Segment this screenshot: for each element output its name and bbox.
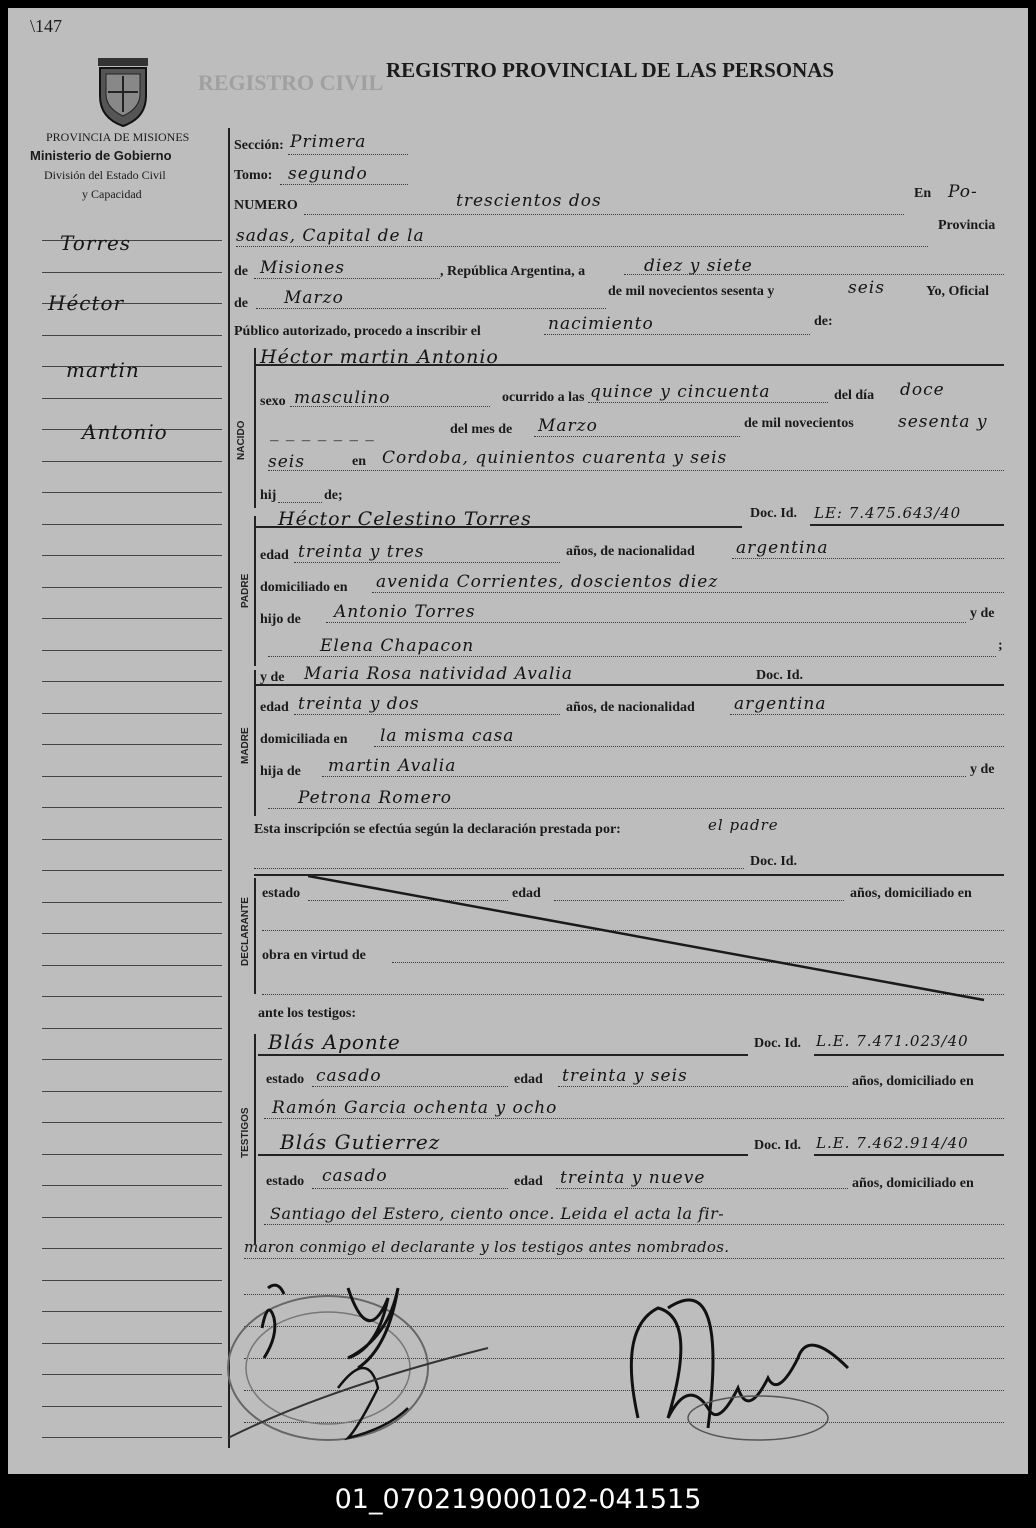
margin-rule: [42, 272, 222, 273]
numero-value: trescientos dos: [456, 191, 602, 211]
margin-rule: [42, 1091, 222, 1092]
label-nac-padre: años, de nacionalidad: [566, 544, 695, 559]
margin-second-name: martin: [66, 358, 140, 382]
padre-madre: Elena Chapacon: [320, 636, 475, 656]
margin-rule: [42, 335, 222, 336]
madre-nac-line: [730, 714, 1004, 715]
label-nac-madre: años, de nacionalidad: [566, 700, 695, 715]
margin-rule: [42, 933, 222, 934]
label-del-dia: del día: [834, 388, 875, 403]
testigo1-doc: L.E. 7.471.023/40: [816, 1032, 969, 1050]
label-doc-declarante: Doc. Id.: [750, 854, 798, 869]
label-dom-madre: domiciliada en: [260, 732, 348, 747]
padre-hijo-line: [326, 622, 966, 623]
label-edad-dec: edad: [512, 886, 541, 901]
mes-value: Marzo: [538, 416, 598, 436]
edad-t1-line: [558, 1086, 848, 1087]
label-obra: obra en virtud de: [262, 948, 366, 963]
declarante-line: [254, 868, 744, 869]
signatures-and-seals: [198, 1248, 1018, 1468]
mes-line: [534, 436, 740, 437]
ciudad-cont-value: sadas, Capital de la: [236, 226, 425, 246]
sexo-line: [290, 406, 490, 407]
margin-rule: [42, 870, 222, 871]
sexo-value: masculino: [294, 388, 391, 408]
madre-bracket: [254, 670, 256, 816]
nacido-bracket: [254, 348, 256, 508]
scan-id-footer: 01_070219000102-041515: [0, 1478, 1036, 1528]
madre-madre: Petrona Romero: [298, 788, 452, 808]
margin-rule: [42, 1343, 222, 1344]
label-seccion: Sección:: [234, 138, 284, 153]
label-doc-madre: Doc. Id.: [756, 668, 804, 683]
margin-rule: [42, 1185, 222, 1186]
margin-rule: [42, 996, 222, 997]
lugar-line: [268, 470, 1004, 471]
ciudad-line: [236, 246, 928, 247]
padre-doc-line: [810, 524, 1004, 526]
margin-rule: [42, 681, 222, 682]
label-mes: del mes de: [450, 422, 513, 437]
fecha-mes-line: [256, 308, 606, 309]
tomo-line: [280, 184, 408, 185]
margin-rule: [42, 1154, 222, 1155]
margin-rule: [42, 1437, 222, 1438]
testigo1-line: [258, 1054, 748, 1056]
estado-t1-line: [312, 1086, 508, 1087]
margin-rule: [42, 902, 222, 903]
margin-rule: [42, 618, 222, 619]
testigo2-edad: treinta y nueve: [560, 1168, 706, 1188]
declarante-value: el padre: [708, 816, 779, 834]
side-label-testigos: TESTIGOS: [240, 1107, 251, 1158]
testigo1-estado: casado: [316, 1066, 382, 1086]
label-estado-dec: estado: [262, 886, 301, 901]
fecha-anio-value: seis: [848, 278, 885, 298]
org-ministry: Ministerio de Gobierno: [30, 148, 172, 163]
padre-nac: argentina: [736, 538, 829, 558]
madre-line: [256, 684, 1004, 686]
edad-t2-line: [556, 1188, 848, 1189]
org-province: PROVINCIA DE MISIONES: [46, 130, 190, 144]
label-ante: ante los testigos:: [258, 1006, 356, 1021]
acto-value: nacimiento: [548, 314, 654, 334]
margin-rule: [42, 555, 222, 556]
margin-rule: [42, 398, 222, 399]
label-anios-dom-t2: años, domiciliado en: [852, 1176, 974, 1191]
label-hija-de: hija de: [260, 764, 301, 779]
fecha-dia-value: diez y siete: [644, 256, 753, 276]
testigo1-dom: Ramón Garcia ochenta y ocho: [272, 1098, 558, 1118]
ciudad-value: Po-: [948, 182, 978, 202]
testigo2-doc-line: [814, 1154, 1004, 1156]
org-division: División del Estado Civil: [44, 168, 166, 182]
margin-surname: Torres: [60, 231, 132, 255]
side-label-padre: PADRE: [240, 573, 251, 608]
madre-hija-de: martin Avalia: [328, 756, 457, 776]
label-y-de-madre: y de: [260, 670, 285, 685]
testigos-bracket: [254, 1034, 256, 1244]
dom-t2-line: [264, 1224, 1004, 1225]
testigo2-estado: casado: [322, 1166, 388, 1186]
label-anios-dom-t1: años, domiciliado en: [852, 1074, 974, 1089]
label-hijo-de: hijo de: [260, 612, 301, 627]
margin-rule: [42, 1028, 222, 1029]
margin-rule: [42, 1280, 222, 1281]
provincia-value: Misiones: [260, 258, 345, 278]
ghost-stamp-text: REGISTRO CIVIL: [198, 70, 384, 95]
margin-rule: [42, 1311, 222, 1312]
estado-t2-line: [312, 1188, 508, 1189]
margin-rule: [42, 524, 222, 525]
cierre-text: maron conmigo el declarante y los testigos antes nombrados.: [244, 1238, 730, 1256]
margin-rule: [42, 650, 222, 651]
madre-nombre: Maria Rosa natividad Avalia: [304, 664, 573, 684]
label-provincia: Provincia: [938, 218, 996, 233]
side-label-declarante: DECLARANTE: [240, 897, 251, 966]
padre-bracket: [254, 516, 256, 666]
madre-edad-line: [294, 714, 560, 715]
label-de-mes: de: [234, 296, 248, 311]
label-doc-t1: Doc. Id.: [754, 1036, 802, 1051]
margin-rule: [42, 776, 222, 777]
document-title: REGISTRO PROVINCIAL DE LAS PERSONAS: [386, 58, 835, 82]
hora-line: [588, 402, 828, 403]
declarante-bracket: [254, 878, 256, 994]
label-tomo: Tomo:: [234, 168, 273, 183]
padre-nac-line: [732, 558, 1004, 559]
seccion-line: [288, 154, 408, 155]
margin-first-name: Héctor: [48, 291, 125, 315]
margin-rule: [42, 744, 222, 745]
seccion-value: Primera: [290, 132, 367, 152]
label-publico: Público autorizado, procedo a inscribir el: [234, 324, 481, 339]
margin-rule: [42, 492, 222, 493]
label-en2: en: [352, 454, 366, 469]
label-ocurrido: ocurrido a las: [502, 390, 585, 405]
testigo1-nombre: Blás Aponte: [268, 1030, 401, 1054]
label-numero: NUMERO: [234, 198, 298, 213]
label-anios-dom-dec: años, domiciliado en: [850, 886, 972, 901]
margin-rule: [42, 965, 222, 966]
fecha-mes-value: Marzo: [284, 288, 344, 308]
hora-value: quince y cincuenta: [590, 382, 771, 402]
label-y-de2: y de: [970, 762, 995, 777]
label-de3: de;: [324, 488, 343, 503]
provincia-line: [254, 278, 440, 279]
label-doc-padre: Doc. Id.: [750, 506, 798, 521]
side-label-nacido: NACIDO: [236, 420, 247, 460]
acto-line: [544, 334, 810, 335]
margin-rule: [42, 807, 222, 808]
label-yo-oficial: Yo, Oficial: [926, 284, 989, 299]
registry-page: [8, 8, 1028, 1474]
label-edad-padre: edad: [260, 548, 289, 563]
padre-edad: treinta y tres: [298, 542, 425, 562]
fecha-dia-line: [624, 274, 1004, 275]
margin-rule: [42, 1374, 222, 1375]
label-mil2: de mil novecientos: [744, 416, 854, 431]
lugar-value: Cordoba, quinientos cuarenta y seis: [382, 448, 728, 468]
label-sexo: sexo: [260, 394, 286, 409]
testigo1-edad: treinta y seis: [562, 1066, 688, 1086]
margin-third-name: Antonio: [82, 420, 168, 444]
testigo2-line: [258, 1154, 748, 1156]
margin-rule: [42, 587, 222, 588]
margin-rule: [42, 1248, 222, 1249]
label-semicolon: ;: [998, 638, 1003, 653]
testigo2-nombre: Blás Gutierrez: [280, 1130, 441, 1154]
madre-dom: la misma casa: [380, 726, 515, 746]
label-edad-t2: edad: [514, 1174, 543, 1189]
margin-rule: [42, 1406, 222, 1407]
label-republica: , República Argentina, a: [440, 264, 586, 279]
padre-dom-line: [372, 592, 1004, 593]
numero-line: [304, 214, 904, 215]
cancel-stroke: [308, 876, 988, 1002]
label-hij: hij: [260, 488, 277, 503]
label-de-provincia: de: [234, 264, 248, 279]
label-edad-t1: edad: [514, 1072, 543, 1087]
side-label-madre: MADRE: [240, 727, 251, 764]
padre-edad-line: [294, 562, 560, 563]
blank-value: _ _ _ _ _ _ _: [270, 422, 375, 442]
testigo1-doc-line: [814, 1054, 1004, 1056]
label-de-colon: de:: [814, 314, 833, 329]
label-en: En: [914, 186, 932, 201]
label-doc-t2: Doc. Id.: [754, 1138, 802, 1153]
margin-rule: [42, 1217, 222, 1218]
margin-rule: [42, 713, 222, 714]
dia-value: doce: [900, 380, 945, 400]
padre-line: [256, 526, 742, 528]
margin-rule: [42, 461, 222, 462]
margin-rule: [42, 839, 222, 840]
testigo2-dom: Santiago del Estero, ciento once. Leida el acta la fir-: [270, 1204, 725, 1223]
label-y-de: y de: [970, 606, 995, 621]
padre-dom: avenida Corrientes, doscientos diez: [376, 572, 719, 592]
anio2-value: seis: [268, 452, 305, 472]
testigo2-doc: L.E. 7.462.914/40: [816, 1134, 969, 1152]
madre-hija-line: [322, 776, 966, 777]
label-dom-padre: domiciliado en: [260, 580, 348, 595]
nacido-line: [256, 364, 1004, 366]
coat-of-arms-icon: [88, 52, 158, 132]
padre-madre-line: [268, 656, 996, 657]
corner-mark: \147: [30, 16, 63, 36]
label-mil: de mil novecientos sesenta y: [608, 284, 775, 299]
padre-hijo-de: Antonio Torres: [334, 602, 476, 622]
org-capacity: y Capacidad: [82, 187, 142, 201]
anio-value: sesenta y: [898, 412, 988, 432]
madre-madre-line: [268, 808, 1004, 809]
label-inscripcion: Esta inscripción se efectúa según la declaración prestada por:: [254, 822, 621, 837]
madre-dom-line: [374, 746, 1004, 747]
madre-nac: argentina: [734, 694, 827, 714]
padre-doc: LE: 7.475.643/40: [814, 504, 962, 522]
label-estado-t1: estado: [266, 1072, 305, 1087]
label-estado-t2: estado: [266, 1174, 305, 1189]
dom-t1-line: [264, 1118, 1004, 1119]
nacido-nombre: Héctor martin Antonio: [260, 346, 499, 368]
margin-rule: [42, 1122, 222, 1123]
margin-rule: [42, 1059, 222, 1060]
padre-nombre: Héctor Celestino Torres: [278, 508, 532, 530]
label-edad-madre: edad: [260, 700, 289, 715]
tomo-value: segundo: [288, 164, 368, 184]
hij-line: [278, 502, 322, 503]
madre-edad: treinta y dos: [298, 694, 420, 714]
